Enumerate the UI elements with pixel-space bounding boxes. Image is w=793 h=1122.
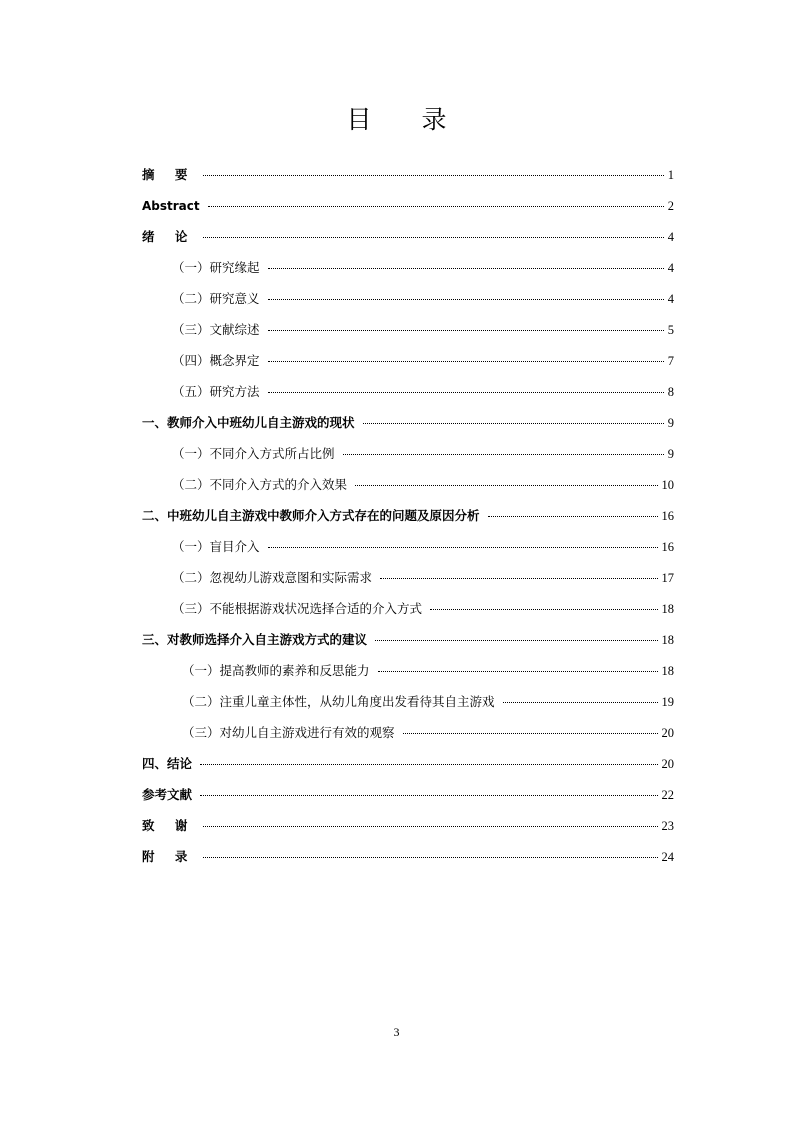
- toc-entry[interactable]: [142, 194, 674, 225]
- toc-entry[interactable]: [142, 504, 674, 535]
- toc-entry[interactable]: [142, 349, 674, 380]
- toc-entry-page: 22: [661, 788, 674, 802]
- toc-entry-label: 绪 论: [142, 229, 196, 244]
- toc-entry[interactable]: [142, 721, 674, 752]
- toc-entry-page: 1: [667, 168, 674, 182]
- toc-dot-leader: [203, 825, 657, 827]
- toc-entry-label: （二）研究意义: [172, 291, 260, 306]
- toc-entry[interactable]: [142, 287, 674, 318]
- toc-entry-page: 20: [661, 757, 674, 771]
- toc-entry-label: （一）研究缘起: [172, 260, 260, 275]
- toc-entry[interactable]: [142, 380, 674, 411]
- toc-entry-page: 9: [667, 416, 674, 430]
- toc-entry[interactable]: [142, 752, 674, 783]
- toc-dot-leader: [268, 267, 664, 269]
- toc-dot-leader: [378, 670, 658, 672]
- toc-dot-leader: [380, 577, 657, 579]
- toc-dot-leader: [430, 608, 657, 610]
- toc-dot-leader: [268, 298, 664, 300]
- toc-entry[interactable]: [142, 411, 674, 442]
- toc-entry-label: （一）不同介入方式所占比例: [172, 446, 335, 461]
- toc-entry-label: （三）文献综述: [172, 322, 260, 337]
- toc-entry[interactable]: [142, 442, 674, 473]
- toc-entry-label: 二、中班幼儿自主游戏中教师介入方式存在的问题及原因分析: [142, 508, 480, 523]
- toc-entry-label: （五）研究方法: [172, 384, 260, 399]
- toc-entry[interactable]: [142, 566, 674, 597]
- toc-entry[interactable]: [142, 814, 674, 845]
- toc-entry-label: （三）不能根据游戏状况选择合适的介入方式: [172, 601, 423, 616]
- toc-entry[interactable]: [142, 659, 674, 690]
- toc-dot-leader: [503, 701, 658, 703]
- toc-dot-leader: [488, 515, 658, 517]
- toc-entry-label: （二）不同介入方式的介入效果: [172, 477, 348, 492]
- toc-dot-leader: [355, 484, 657, 486]
- toc-entry-label: 三、对教师选择介入自主游戏方式的建议: [142, 632, 368, 647]
- toc-entry-page: 8: [667, 385, 674, 399]
- toc-entry[interactable]: [142, 318, 674, 349]
- toc-entry-page: 24: [661, 850, 674, 864]
- toc-entry-page: 18: [661, 664, 674, 678]
- toc-dot-leader: [268, 329, 664, 331]
- toc-dot-leader: [403, 732, 658, 734]
- toc-entry-label: （一）提高教师的素养和反思能力: [182, 663, 370, 678]
- toc-entry-label: 四、结论: [142, 756, 193, 771]
- toc-entry[interactable]: [142, 597, 674, 628]
- page-number: 3: [393, 1025, 400, 1039]
- toc-entry-label: （二）注重儿童主体性，从幼儿角度出发看待其自主游戏: [182, 694, 495, 709]
- table-of-contents: [142, 163, 674, 876]
- toc-entry[interactable]: [142, 783, 674, 814]
- toc-dot-leader: [208, 205, 664, 207]
- toc-entry-label: 参考文献: [142, 787, 193, 802]
- toc-entry-label: （一）盲目介入: [172, 539, 260, 554]
- toc-entry-page: 20: [661, 726, 674, 740]
- page-title: 目 录: [346, 105, 447, 134]
- toc-dot-leader: [343, 453, 664, 455]
- toc-entry[interactable]: [142, 225, 674, 256]
- toc-entry[interactable]: [142, 628, 674, 659]
- toc-entry-page: 18: [661, 602, 674, 616]
- toc-entry-label: （二）忽视幼儿游戏意图和实际需求: [172, 570, 373, 585]
- toc-entry[interactable]: [142, 690, 674, 721]
- toc-entry-page: 23: [661, 819, 674, 833]
- toc-entry-page: 4: [667, 230, 674, 244]
- toc-entry[interactable]: [142, 845, 674, 876]
- toc-entry[interactable]: [142, 163, 674, 194]
- toc-dot-leader: [203, 236, 663, 238]
- toc-dot-leader: [268, 391, 664, 393]
- toc-entry-label: 附 录: [142, 849, 196, 864]
- toc-entry-page: 4: [667, 292, 674, 306]
- toc-entry-page: 9: [667, 447, 674, 461]
- toc-entry[interactable]: [142, 535, 674, 566]
- toc-dot-leader: [200, 794, 657, 796]
- toc-entry-page: 2: [667, 199, 674, 213]
- toc-entry-page: 10: [661, 478, 674, 492]
- toc-entry-page: 16: [661, 509, 674, 523]
- toc-entry-label: 一、教师介入中班幼儿自主游戏的现状: [142, 415, 355, 430]
- toc-dot-leader: [363, 422, 664, 424]
- toc-entry-page: 19: [661, 695, 674, 709]
- toc-entry-page: 4: [667, 261, 674, 275]
- toc-entry-page: 16: [661, 540, 674, 554]
- toc-dot-leader: [268, 546, 658, 548]
- toc-entry-page: 18: [661, 633, 674, 647]
- toc-entry[interactable]: [142, 256, 674, 287]
- toc-entry-page: 7: [667, 354, 674, 368]
- toc-dot-leader: [375, 639, 657, 641]
- toc-dot-leader: [268, 360, 664, 362]
- toc-entry-label: （四）概念界定: [172, 353, 260, 368]
- toc-entry-label: 摘 要: [142, 167, 196, 182]
- toc-entry-page: 17: [661, 571, 674, 585]
- toc-dot-leader: [200, 763, 657, 765]
- toc-entry-page: 5: [667, 323, 674, 337]
- toc-entry-label: Abstract: [142, 199, 200, 213]
- toc-entry[interactable]: [142, 473, 674, 504]
- toc-dot-leader: [203, 174, 663, 176]
- toc-dot-leader: [203, 856, 657, 858]
- toc-entry-label: 致 谢: [142, 818, 196, 833]
- toc-entry-label: （三）对幼儿自主游戏进行有效的观察: [182, 725, 395, 740]
